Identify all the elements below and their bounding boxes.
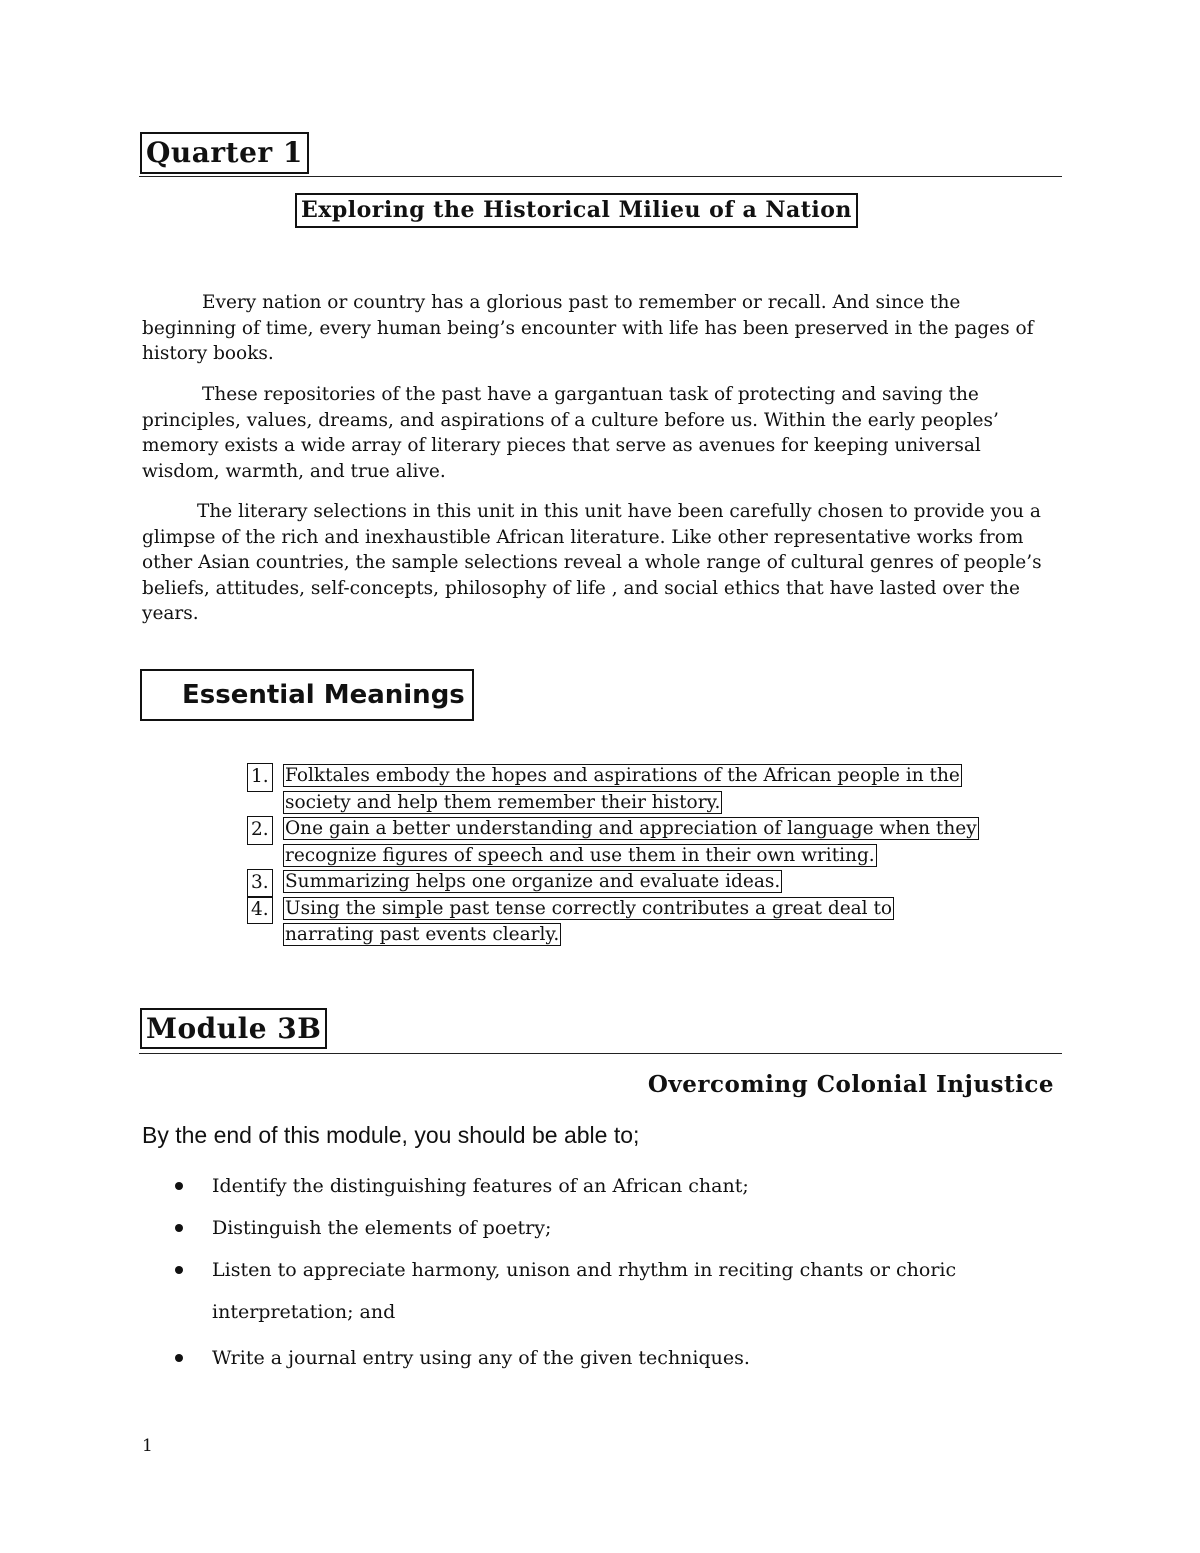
intro-paragraph-2: These repositories of the past have a gargantuan task of protecting and saving the principles, values, dreams, and aspirations of a culture before us. Within the early peoples’ memory exists a wide array of literary pieces that serve as avenues for keeping universal wisdom, warmth, and true alive. (142, 384, 999, 482)
list-item (175, 1165, 1055, 1207)
item-text-line: narrating past events clearly. (285, 924, 560, 945)
item-text-line: Folktales embody the hopes and aspirations of the African people in the (285, 765, 960, 786)
bullet-icon (175, 1182, 183, 1190)
module-lead: By the end of this module, you should be able to; (142, 1122, 640, 1148)
list-item (247, 896, 1067, 949)
list-item (247, 763, 1067, 816)
item-number: 4. (247, 896, 273, 925)
bullet-icon (175, 1354, 183, 1362)
module-title: Module 3B (140, 1008, 327, 1049)
list-item (247, 816, 1067, 869)
bullet-icon (175, 1224, 183, 1232)
list-item (175, 1249, 1055, 1333)
objective-text: Listen to appreciate harmony, unison and rhythm in reciting chants or choric interpretation; and (212, 1259, 957, 1323)
list-item (247, 869, 1067, 896)
page-number: 1 (142, 1436, 153, 1456)
item-number: 1. (247, 763, 273, 792)
list-item (175, 1207, 1055, 1249)
objective-text: Distinguish the elements of poetry; (212, 1217, 552, 1239)
bullet-icon (175, 1266, 183, 1274)
item-text-line: recognize figures of speech and use them in their own writing. (285, 844, 875, 866)
item-text-line: One gain a better understanding and appreciation of language when they (285, 818, 977, 839)
quarter-divider (139, 176, 1062, 177)
list-item (175, 1337, 1055, 1379)
essential-meanings-list (247, 763, 1067, 949)
quarter-title: Quarter 1 (140, 132, 309, 174)
objective-text: Identify the distinguishing features of an African chant; (212, 1175, 749, 1197)
item-text-line: society and help them remember their history. (285, 791, 721, 813)
objective-text: Write a journal entry using any of the given techniques. (212, 1347, 750, 1369)
intro-paragraph-1: Every nation or country has a glorious past to remember or recall. And since the beginning of time, every human being’s encounter with life has been preserved in the pages of history books. (142, 292, 1034, 364)
module-divider (139, 1053, 1062, 1054)
module-subtitle: Overcoming Colonial Injustice (647, 1071, 1054, 1098)
item-number: 3. (247, 869, 273, 898)
objectives-list (175, 1165, 1055, 1379)
essential-meanings-heading: Essential Meanings (140, 669, 474, 721)
unit-title: Exploring the Historical Milieu of a Nation (295, 193, 858, 228)
item-text-line: Using the simple past tense correctly contributes a great deal to (285, 897, 893, 919)
item-text-line: Summarizing helps one organize and evaluate ideas. (285, 871, 781, 892)
intro-paragraph-3: The literary selections in this unit in this unit have been carefully chosen to provide you a glimpse of the rich and inexhaustible African literature. Like other representative works from other Asian countries, the sample selections reveal a whole range of cultural genres of people’s beliefs, attitudes, self-concepts, philosophy of life , and social ethics that have lasted over the years. (142, 501, 1042, 624)
item-number: 2. (247, 816, 273, 845)
